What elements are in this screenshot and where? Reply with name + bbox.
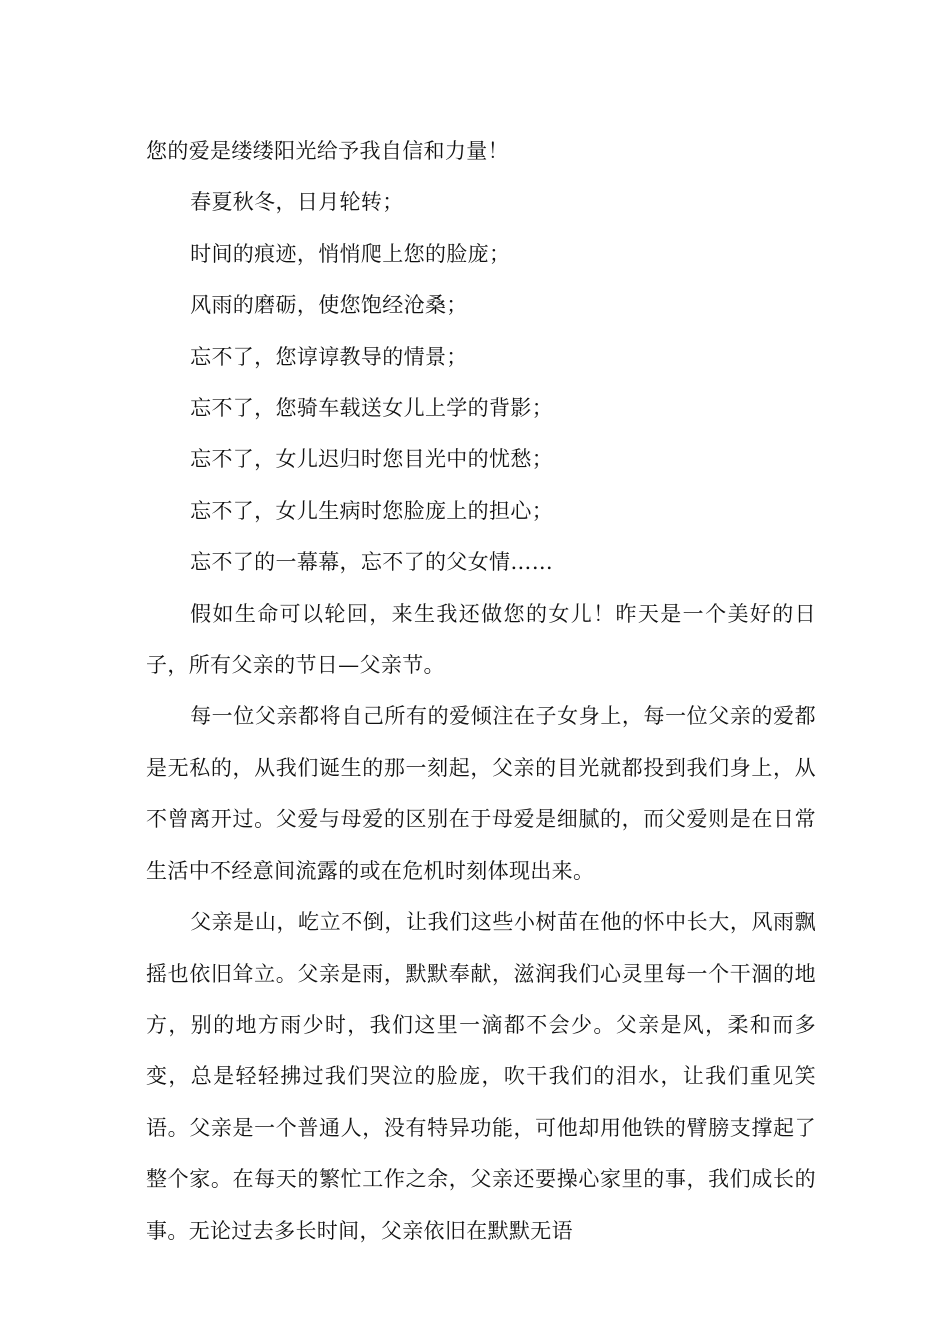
paragraph: 每一位父亲都将自己所有的爱倾注在子女身上，每一位父亲的爱都是无私的，从我们诞生的那一刻起，父亲的目光就都投到我们身上，从不曾离开过。父爱与母爱的区别在于母爱是细腻的，而父爱则是在日常生活中不经意间流露的或在危机时刻体现出来。 — [146, 704, 816, 883]
poem-line: 风雨的磨砺，使您饱经沧桑； — [190, 293, 468, 318]
poem-line: 忘不了，您骑车载送女儿上学的背影； — [190, 396, 554, 421]
paragraph: 假如生命可以轮回，来生我还做您的女儿！昨天是一个美好的日子，所有父亲的节日—父亲节。 — [146, 601, 816, 678]
poem-line: 忘不了，女儿迟归时您目光中的忧愁； — [190, 447, 554, 472]
paragraph-continuation: 您的爱是缕缕阳光给予我自信和力量！ — [146, 139, 509, 163]
document-body — [146, 126, 816, 1257]
poem-line: 忘不了的一幕幕，忘不了的父女情…… — [190, 550, 554, 575]
paragraph: 父亲是山，屹立不倒，让我们这些小树苗在他的怀中长大，风雨飘摇也依旧耸立。父亲是雨，默默奉献，滋润我们心灵里每一个干涸的地方，别的地方雨少时，我们这里一滴都不会少。父亲是风，柔和而多变，总是轻轻拂过我们哭泣的脸庞，吹干我们的泪水，让我们重见笑语。父亲是一个普通人，没有特异功能，可他却用他铁的臂膀支撑起了整个家。在每天的繁忙工作之余，父亲还要操心家里的事，我们成长的事。无论过去多长时间，父亲依旧在默默无语 — [146, 910, 816, 1243]
poem-line: 时间的痕迹，悄悄爬上您的脸庞； — [190, 241, 511, 266]
poem-line: 春夏秋冬，日月轮转； — [190, 190, 404, 215]
poem-line: 忘不了，您谆谆教导的情景； — [190, 344, 468, 369]
poem-line: 忘不了，女儿生病时您脸庞上的担心； — [190, 498, 554, 523]
